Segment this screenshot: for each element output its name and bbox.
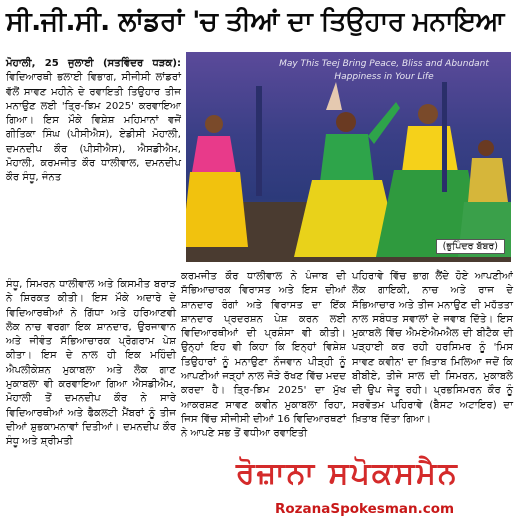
masthead-url: RozanaSpokesman.com: [275, 501, 455, 517]
body-column-3: [352, 270, 513, 427]
body-column-2-text: ਕਰਮਜੀਤ ਕੌਰ ਧਾਲੀਵਾਲ ਨੇ ਪੰਜਾਬ ਦੀ ਸੱਭਿਆਚਾਰਕ ਵਿਰਾਸਤ ਅਤੇ ਇਸ ਦੀਆਂ ਸ਼ਾਨਦਾਰ ਰੰਗਾਂ ਅਤੇ ਵਿਰਾਸਤ ਦਾ ਇੱਕ ਸ਼ਾਨਦਾਰ ਪ੍ਰਦਰਸ਼ਨ ਪੇਸ਼ ਕਰਨ ਲਈ ਵਿਦਿਆਰਥੀਆਂ ਦੀ ਪ੍ਰਸ਼ੰਸਾ ਵੀ ਕੀਤੀ। ਉਨ੍ਹਾਂ ਇਹ ਵੀ ਕਿਹਾ ਕਿ ਇਨ੍ਹਾਂ ਵਿਸ਼ੇਸ਼ ਤਿਉਹਾਰਾਂ ਨੂੰ ਮਨਾਉਣਾ ਨੌਜਵਾਨ ਪੀੜ੍ਹੀ ਨੂੰ ਆਪਣੀਆਂ ਜੜ੍ਹਾਂ ਨਾਲ ਜੋੜੇ ਰੱਖਣ ਵਿੱਚ ਮਦਦ ਕਰਦਾ ਹੈ। ਤ੍ਰਿ-ਝਿਮ 2025' ਦਾ ਮੁੱਖ ਆਕਰਸ਼ਣ ਸਾਵਣ ਕਵੀਨ ਮੁਕਾਬਲਾ ਰਿਹਾ, ਜਿਸ ਵਿੱਚ ਸੀਜੀਸੀ ਦੀਆਂ 16 ਵਿਦਿਆਰਥਣਾਂ ਨੇ ਆਪਣੇ ਸਭ ਤੋਂ ਵਧੀਆ ਰਵਾਇਤੀ: [181, 271, 346, 440]
left-column-body: ਵਿਦਿਆਰਥੀ ਭਲਾਈ ਵਿਭਾਗ, ਸੀਜੀਸੀ ਲਾਂਡਰਾਂ ਵੱਲੋਂ ਸਾਵਣ ਮਹੀਨੇ ਦੇ ਰਵਾਇਤੀ ਤਿਉਹਾਰ ਤੀਜ ਮਨਾਉਣ ਲਈ 'ਤ੍ਰਿ-ਝਿਮ 2025' ਕਰਵਾਇਆ ਗਿਆ। ਇਸ ਮੌਕੇ ਵਿਸ਼ੇਸ਼ ਮਹਿਮਾਨਾਂ ਵਜੋਂ ਗੀਤਿਕਾ ਸਿੰਘ (ਪੀਸੀਐਸ), ਏਡੀਸੀ ਮੋਹਾਲੀ, ਦਮਨਦੀਪ ਕੌਰ (ਪੀਸੀਐਸ), ਐਸਡੀਐਮ, ਮੋਹਾਲੀ, ਕਰਮਜੀਤ ਕੌਰ ਧਾਲੀਵਾਲ, ਦਮਨਦੀਪ ਕੌਰ ਸੰਧੂ, ਜੰਨਤ: [6, 72, 181, 184]
headline: [6, 2, 511, 42]
dancers-illustration: [186, 52, 511, 262]
body-column-2: [181, 270, 346, 442]
news-photo: [186, 52, 511, 262]
photo-banner-text: May This Teej Bring Peace, Bliss and Abundant Happiness in Your Life: [279, 59, 489, 82]
dancer-left: [186, 115, 248, 247]
masthead-brand: ਰੋਜ਼ਾਨਾ ਸਪੋਕਸਮੈਨ: [236, 456, 459, 491]
body-column-3-text: ਪਹਿਰਾਵੇ ਵਿੱਚ ਭਾਗ ਲੈਂਦੇ ਹੋਏ ਆਪਣੀਆਂ ਲੋਕ ਗਾਇਕੀ, ਨਾਚ ਅਤੇ ਰਾਜ ਦੇ ਸੱਭਿਆਚਾਰ ਅਤੇ ਤੀਜ ਮਨਾਉਣ ਦੀ ਮਹੱਤਤਾ ਨਾਲ ਸਬੰਧਤ ਸਵਾਲਾਂ ਦੇ ਜਵਾਬ ਦਿੱਤੇ। ਇਸ ਮੁਕਾਬਲੇ ਵਿੱਚ ਐਮਏਐਮਐਲ ਦੀ ਬੀਟੈਕ ਦੀ ਪੜ੍ਹਾਈ ਕਰ ਰਹੀ ਹਰਸਿਮਰ ਨੂੰ 'ਮਿਸ ਸਾਵਣ ਕਵੀਨ' ਦਾ ਖ਼ਿਤਾਬ ਮਿਲਿਆ ਜਦੋਂ ਕਿ ਬੀਬੀਏ, ਤੀਜੇ ਸਾਲ ਦੀ ਸਿਮਰਨ, ਮੁਕਾਬਲੇ ਦੀ ਉਪ ਜੇਤੂ ਰਹੀ। ਪ੍ਰਭਸਿਮਰਨ ਕੌਰ ਨੂੰ ਸਰਵੋਤਮ ਪਹਿਰਾਵੇ (ਬੈਸਟ ਅਟਾਇਰ) ਦਾ ਖ਼ਿਤਾਬ ਦਿੱਤਾ ਗਿਆ।: [352, 271, 513, 425]
newspaper-masthead: [236, 456, 514, 498]
photo-credit: (ਭੁਪਿੰਦਰ ਬੱਬਰ): [436, 239, 505, 254]
headline-text: ਸੀ.ਜੀ.ਸੀ. ਲਾਂਡਰਾਂ 'ਚ ਤੀਆਂ ਦਾ ਤਿਉਹਾਰ ਮਨਾਇਆ: [6, 6, 504, 37]
body-column-1-text: ਸੰਧੂ, ਸਿਮਰਨ ਧਾਲੀਵਾਲ ਅਤੇ ਕਿਸਮੀਤ ਬਰਾੜ ਨੇ ਸ਼ਿਰਕਤ ਕੀਤੀ। ਇਸ ਮੌਕੇ ਅਦਾਰੇ ਦੇ ਵਿਦਿਆਰਥੀਆਂ ਨੇ ਗਿੱਧਾ ਅਤੇ ਹਰਿਆਣਵੀ ਲੋਕ ਨਾਚ ਵਰਗਾ ਇਕ ਸ਼ਾਨਦਾਰ, ਉਰਜਾਵਾਨ ਅਤੇ ਜੀਵੰਤ ਸੱਭਿਆਚਾਰਕ ਪ੍ਰੋਗਰਾਮ ਪੇਸ਼ ਕੀਤਾ। ਇਸ ਦੇ ਨਾਲ ਹੀ ਇਕ ਮਹਿੰਦੀ ਐਪਲੀਕੇਸ਼ਨ ਮੁਕਾਬਲਾ ਅਤੇ ਲੋਕ ਗਾਣ ਮੁਕਾਬਲਾ ਵੀ ਕਰਵਾਇਆ ਗਿਆ ਐਸਡੀਐਮ, ਮੋਹਾਲੀ ਤੋਂ ਦਮਨਦੀਪ ਕੌਰ ਨੇ ਸਾਰੇ ਵਿਦਿਆਰਥੀਆਂ ਅਤੇ ਫੈਕਲਟੀ ਮੈਂਬਰਾਂ ਨੂੰ ਤੀਜ ਦੀਆਂ ਸ਼ੁਭਕਾਮਨਾਵਾਂ ਦਿਤੀਆਂ। ਦਮਨਦੀਪ ਕੌਰ ਸੰਧੂ ਅਤੇ ਸ਼੍ਰੀਮਤੀ: [6, 279, 176, 448]
body-column-1: [6, 278, 176, 450]
left-column-text: [6, 57, 181, 186]
dateline: ਮੋਹਾਲੀ, 25 ਜੁਲਾਈ (ਸਤਵਿੰਦਰ ਧੜਕ):: [6, 58, 181, 69]
left-column: [6, 57, 181, 186]
